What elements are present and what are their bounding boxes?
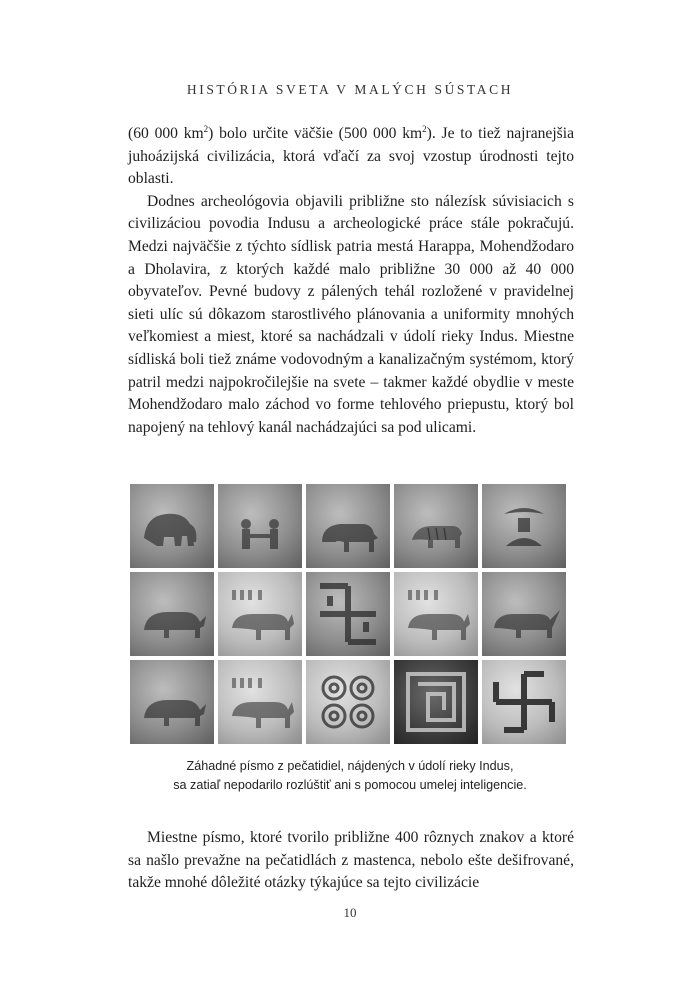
running-head: HISTÓRIA SVETA V MALÝCH SÚSTACH (186, 82, 514, 97)
zebu-seal (306, 484, 390, 568)
swastika-maze-seal (306, 572, 390, 656)
bottom-text-block (128, 827, 574, 895)
bull-seal (394, 572, 478, 656)
seal-picture (130, 484, 214, 568)
paragraph-script: Miestne písmo, ktoré tvorilo približne 400 rôznych znakov a ktoré sa našlo prevažne na pečatidlách z mastenca, nebolo ešte dešifrované, takže mnohé dôležité otázky týkajúce sa tejto civilizácie (128, 829, 574, 892)
seal-picture (218, 484, 302, 568)
seal-picture (306, 572, 390, 656)
top-text-block (128, 123, 574, 439)
rhinoceros-seal (130, 660, 214, 744)
seal-picture (394, 484, 478, 568)
unicorn-seal (482, 572, 566, 656)
seal-picture (130, 660, 214, 744)
seal-picture (394, 572, 478, 656)
seal-picture (394, 660, 478, 744)
seal-picture (482, 660, 566, 744)
bull-seal (218, 660, 302, 744)
caption-line-1: Záhadné písmo z pečatidiel, nájdených v údolí rieky Indus, (186, 759, 514, 773)
indus-seals-figure (130, 484, 566, 748)
seal-picture (218, 572, 302, 656)
bull-seal (218, 572, 302, 656)
elephant-seal (130, 484, 214, 568)
seal-picture (482, 484, 566, 568)
paragraph-archaeology: Dodnes archeológovia objavili približne sto nálezísk súvisiacich s civilizáciou povodia Indusu a archeologické práce stále pokračujú. Medzi najväčšie z týchto sídlisk patria mestá Harappa, Mohendžodaro a Dholavira, z ktorých každé malo približne 30 000 až 40 000 obyvateľov. Pevné budovy z pálených tehál rozložené v pravidelnej sieti ulíc sú dôkazom starostlivého plánovania a uniformity mnohých veľkomiest a miest, ktoré sa nachádzali v údolí rieky Indus. Miestne sídliská boli tiež známe vodovodným a kanalizačným systémom, ktorý patril medzi najpokročilejšie na svete – takmer každé obydlie v meste Mohendžodaro malo záchod vo forme tehlového priepustu, ktorý bol napojený na tehlový kanál nachádzajúci sa pod ulicami. (128, 192, 574, 436)
tiger-seal (394, 484, 478, 568)
swastika-seal (482, 660, 566, 744)
paragraph-continued: (60 000 $km^2$) bolo určite väčšie (500 000 $km^2$). Je to tiež najranejšia juhoázijská civilizácia, ktorá vďačí za svoj vzostup úrodnosti tejto oblasti. (128, 124, 574, 188)
seal-picture (306, 484, 390, 568)
seal-picture (218, 660, 302, 744)
circles-seal (306, 660, 390, 744)
square-maze-seal (394, 660, 478, 744)
seal-picture (306, 660, 390, 744)
page-number: 10 (343, 905, 357, 920)
caption-line-2: sa zatiaľ nepodarilo rozlúštiť ani s pomocou umelej inteligencie. (173, 778, 527, 792)
seal-picture (130, 572, 214, 656)
seal-picture (482, 572, 566, 656)
horned-figure-seal (482, 484, 566, 568)
rhinoceros-seal (130, 572, 214, 656)
figures-seal (218, 484, 302, 568)
figure-caption (0, 757, 700, 795)
